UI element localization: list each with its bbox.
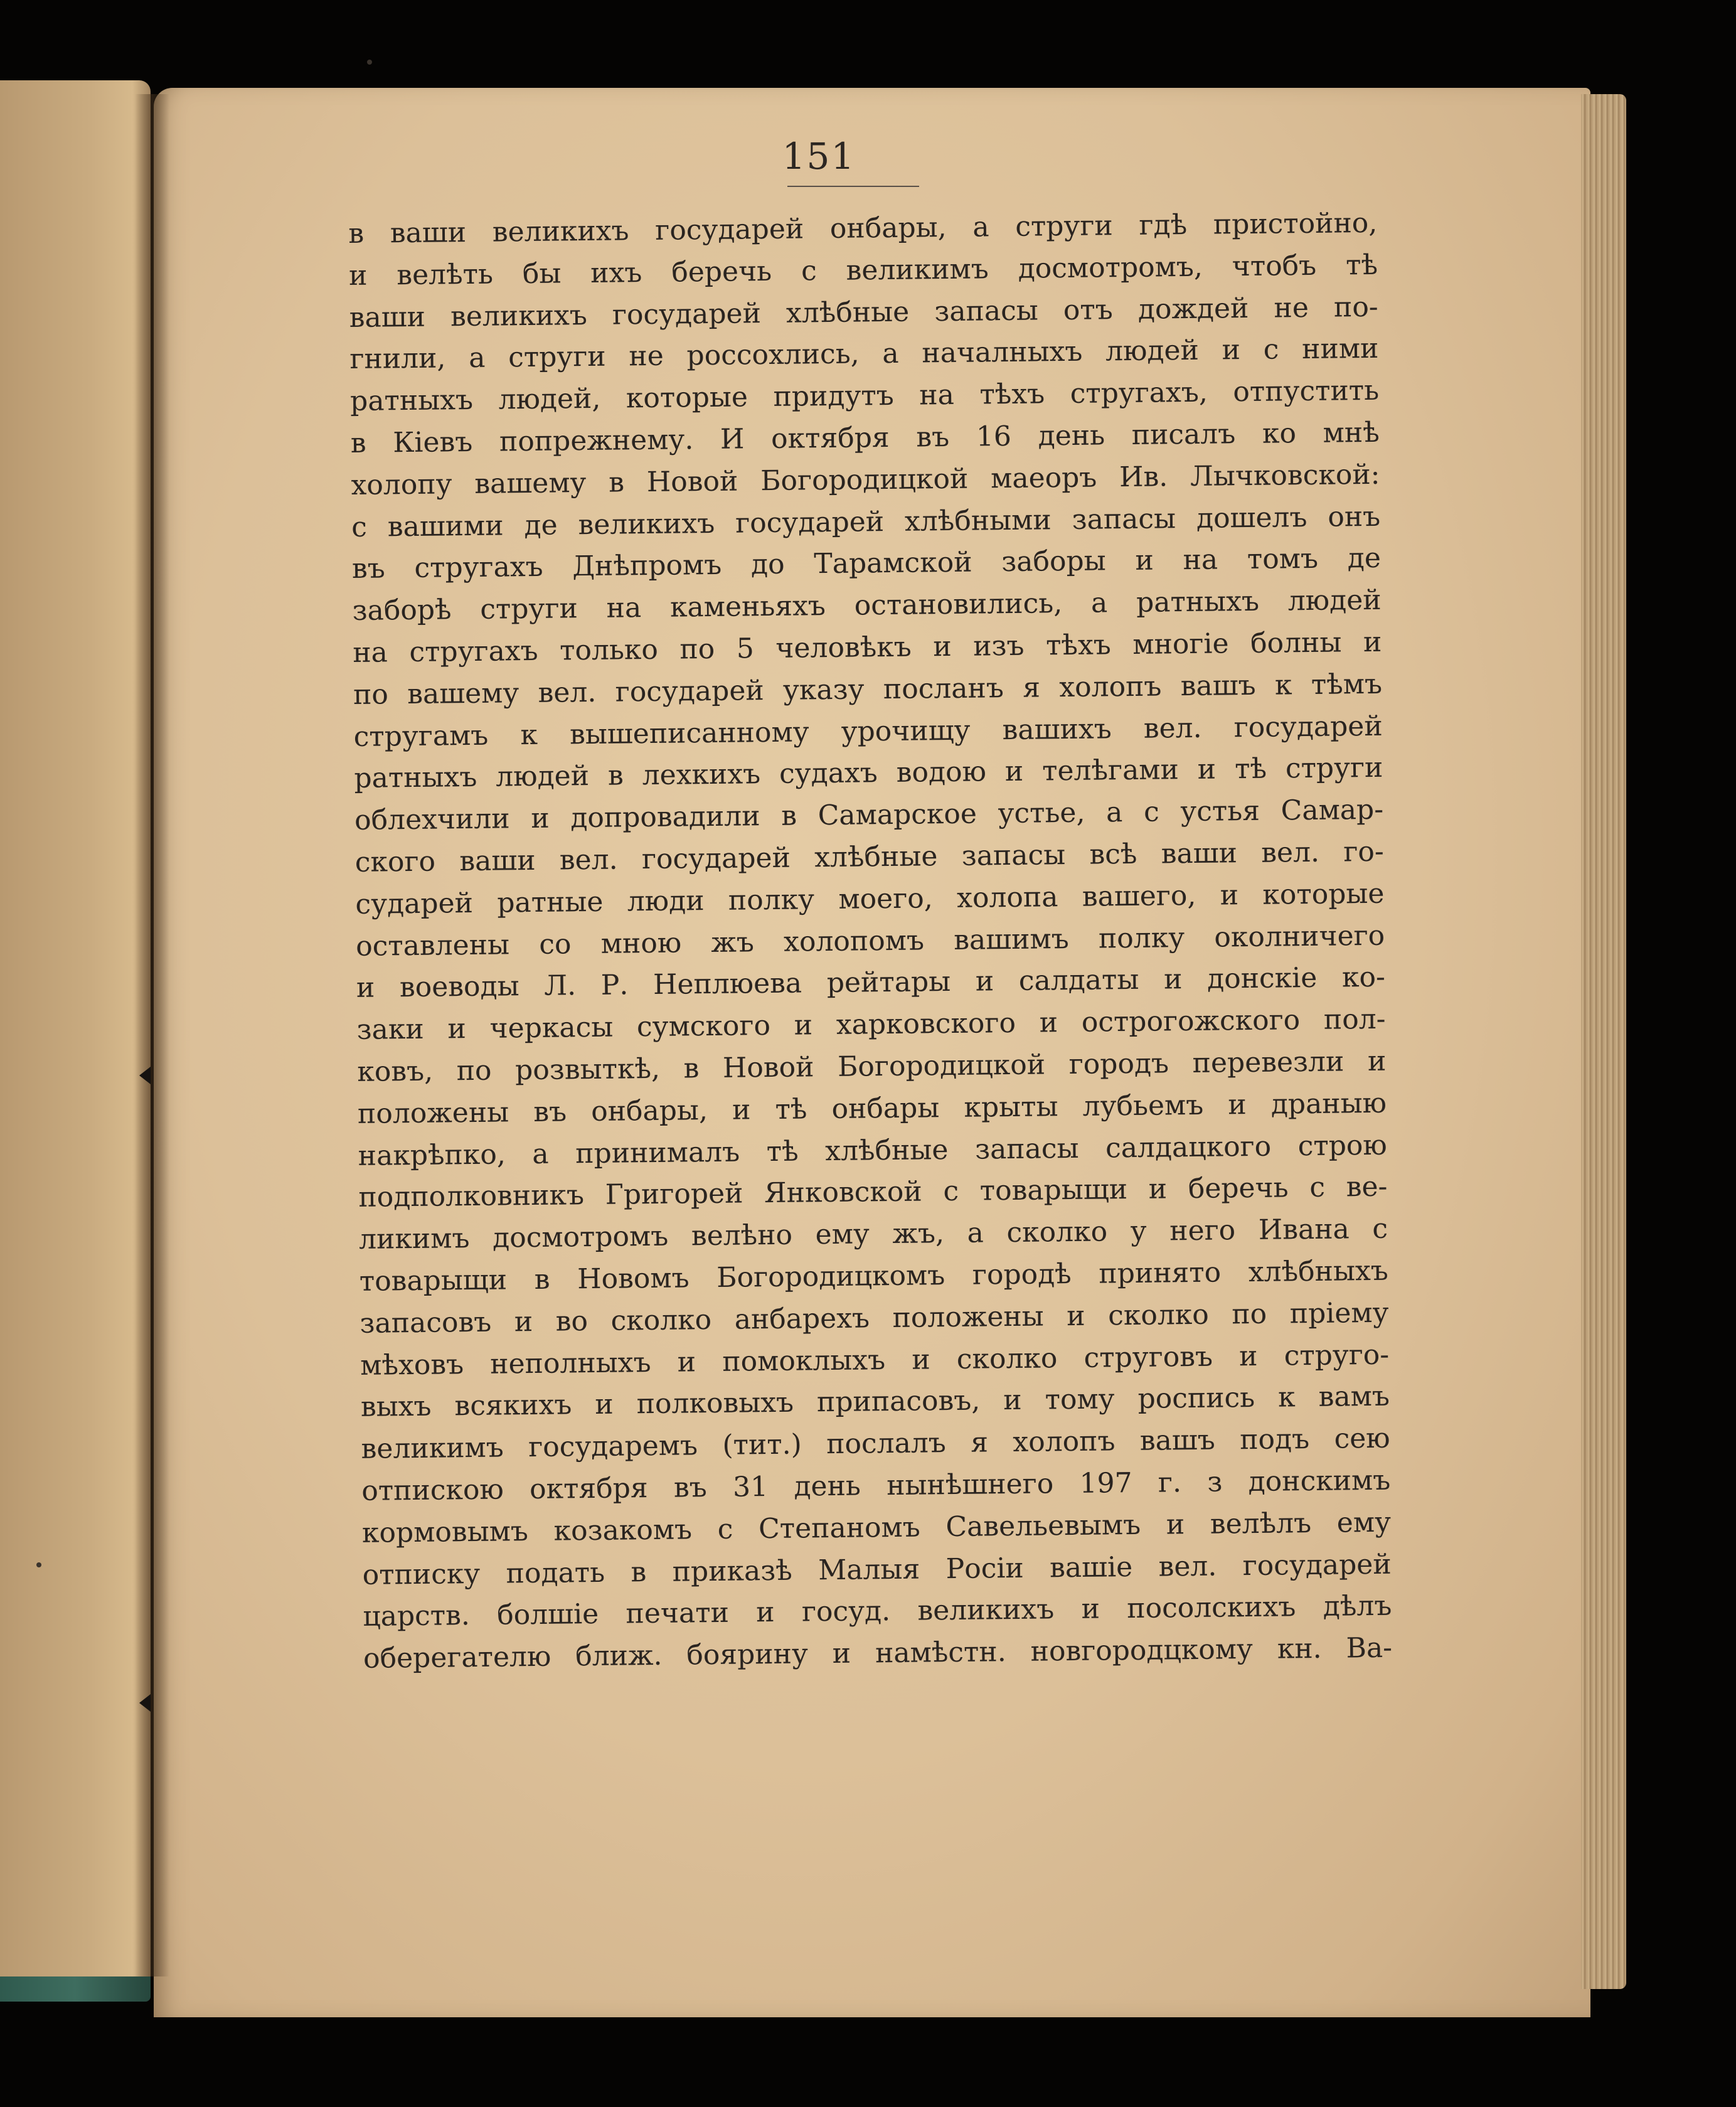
text-line: царств. болшіе печати и госуд. великихъ и посолскихъ дѣлъ	[363, 1590, 1392, 1633]
text-line: выхъ всякихъ и полковыхъ припасовъ, и тому роспись к вамъ	[360, 1380, 1390, 1424]
text-line: в ваши великихъ государей онбары, а струги гдѣ пристойно,	[348, 206, 1378, 250]
text-line: ковъ, по розвыткѣ, в Новой Богородицкой городъ перевезли и	[357, 1045, 1387, 1088]
text-line: и велѣть бы ихъ беречь с великимъ досмотромъ, чтобъ тѣ	[348, 248, 1378, 292]
text-line: отпискою октября въ 31 день нынѣшнего 197 г. з донскимъ	[361, 1464, 1391, 1507]
paper-speck	[36, 1562, 41, 1567]
text-line: запасовъ и во сколко анбарехъ положены и сколко по пріему	[359, 1296, 1389, 1340]
left-page-cover-edge	[0, 1976, 151, 2002]
text-line: заборѣ струги на каменьяхъ остановились, а ратныхъ людей	[352, 584, 1382, 627]
text-line: положены въ онбары, и тѣ онбары крыты лубьемъ и драныю	[357, 1087, 1387, 1130]
text-line: товарыщи в Новомъ Богородицкомъ городѣ принято хлѣбныхъ	[359, 1254, 1389, 1298]
text-line: въ стругахъ Днѣпромъ до Тарамской заборы и на томъ де	[351, 542, 1382, 585]
left-page-edge	[0, 80, 151, 1994]
text-line: по вашему вел. государей указу посланъ я холопъ вашъ к тѣмъ	[353, 668, 1383, 711]
binding-mark-top	[139, 1067, 151, 1084]
text-line: с вашими де великихъ государей хлѣбными запасы дошелъ онъ	[351, 500, 1381, 543]
text-line: ликимъ досмотромъ велѣно ему жъ, а сколко у него Ивана с	[358, 1212, 1388, 1256]
binding-mark-bottom	[139, 1694, 151, 1712]
text-line: и воеводы Л. Р. Неплюева рейтары и салдаты и донскіе ко-	[356, 961, 1386, 1005]
text-line: великимъ государемъ (тит.) послалъ я холопъ вашъ подъ сею	[361, 1422, 1390, 1465]
text-line: подполковникъ Григорей Янковской с товарыщи и беречь с ве-	[358, 1171, 1388, 1214]
text-line: оставлены со мною жъ холопомъ вашимъ полку околничего	[355, 919, 1385, 963]
page-number-rule	[787, 186, 919, 187]
text-line: холопу вашему в Новой Богородицкой маеоръ Ив. Лычковской:	[351, 458, 1380, 501]
text-line: ратныхъ людей в лехкихъ судахъ водою и телѣгами и тѣ струги	[354, 752, 1383, 795]
text-line: ваши великихъ государей хлѣбные запасы отъ дождей не по-	[349, 291, 1378, 334]
paper-speck	[367, 60, 372, 65]
text-line: облехчили и допровадили в Самарское устье, а с устья Самар-	[354, 793, 1384, 837]
text-line: мѣховъ неполныхъ и помоклыхъ и сколко струговъ и струго-	[359, 1338, 1390, 1382]
page-stack-edge	[1581, 94, 1626, 1989]
text-line: на стругахъ только по 5 человѣкъ и изъ тѣхъ многіе болны и	[353, 626, 1382, 669]
text-line: кормовымъ козакомъ с Степаномъ Савельевымъ и велѣлъ ему	[361, 1506, 1392, 1549]
text-line: сударей ратные люди полку моего, холопа вашего, и которые	[355, 877, 1385, 920]
text-line: заки и черкасы сумского и харковского и острогожского пол-	[356, 1003, 1386, 1047]
text-line: в Кіевъ попрежнему. И октября въ 16 день писалъ ко мнѣ	[350, 416, 1380, 459]
text-line: ратныхъ людей, которые придутъ на тѣхъ стругахъ, отпустить	[349, 374, 1380, 418]
body-text	[348, 203, 1392, 1680]
text-line: накрѣпко, а принималъ тѣ хлѣбные запасы салдацкого строю	[358, 1129, 1387, 1172]
text-line: гнили, а струги не россохлись, а началныхъ людей и с ними	[349, 333, 1379, 376]
text-line: оберегателю ближ. боярину и намѣстн. новгородцкому кн. Ва-	[363, 1631, 1393, 1675]
text-line: отписку подать в приказѣ Малыя Росіи вашіе вел. государей	[362, 1548, 1392, 1591]
text-line: ского ваши вел. государей хлѣбные запасы всѣ ваши вел. го-	[354, 835, 1385, 878]
text-line: стругамъ к вышеписанному урочищу вашихъ вел. государей	[353, 710, 1383, 753]
page-number: 151	[782, 135, 856, 178]
